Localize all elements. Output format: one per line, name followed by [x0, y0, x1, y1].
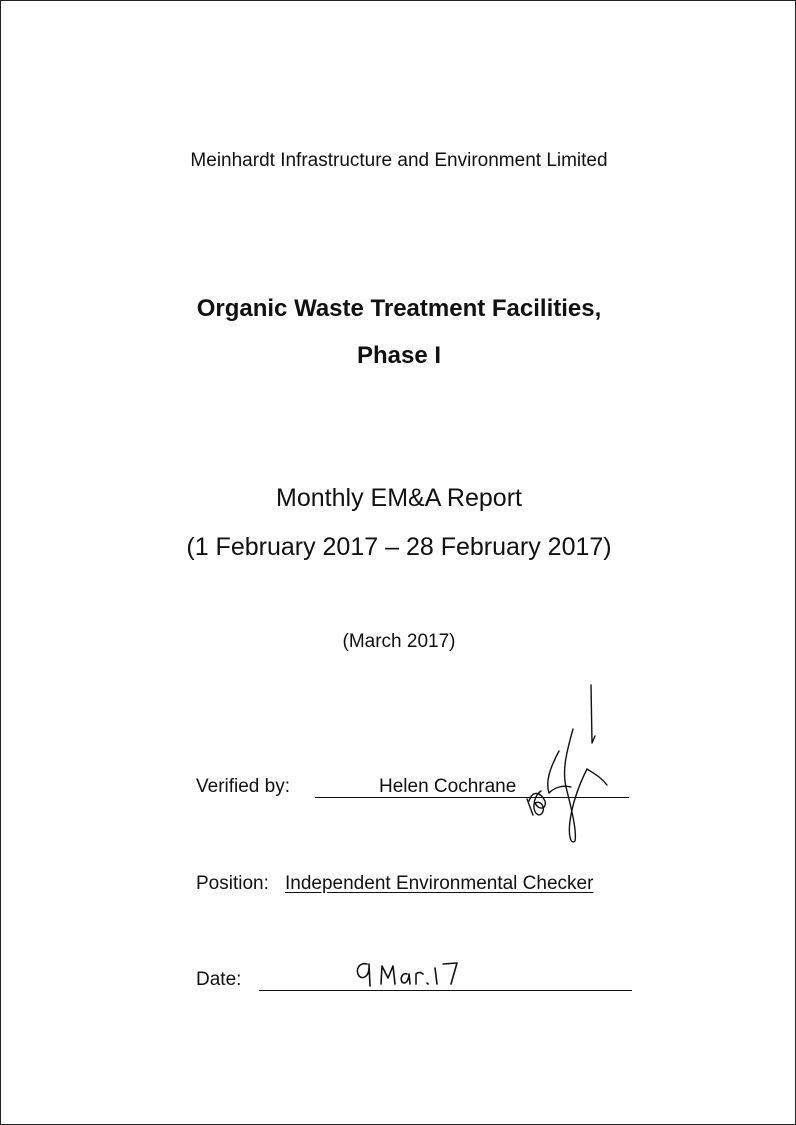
handwritten-date	[353, 956, 463, 990]
verified-by-label: Verified by:	[196, 776, 290, 797]
position-value: Independent Environmental Checker	[285, 873, 594, 894]
position-label: Position:	[196, 873, 269, 894]
company-name: Meinhardt Infrastructure and Environment Limited	[190, 150, 608, 171]
report-type: Monthly EM&A Report	[276, 484, 522, 512]
verifier-name: Helen Cochrane	[379, 776, 517, 797]
report-title-line-1: Organic Waste Treatment Facilities,	[196, 295, 602, 322]
signature-image	[521, 681, 611, 846]
date-label: Date:	[196, 969, 242, 990]
report-title-line-2: Phase I	[356, 342, 442, 369]
report-period: (1 February 2017 – 28 February 2017)	[186, 533, 612, 561]
issue-date: (March 2017)	[342, 631, 456, 652]
